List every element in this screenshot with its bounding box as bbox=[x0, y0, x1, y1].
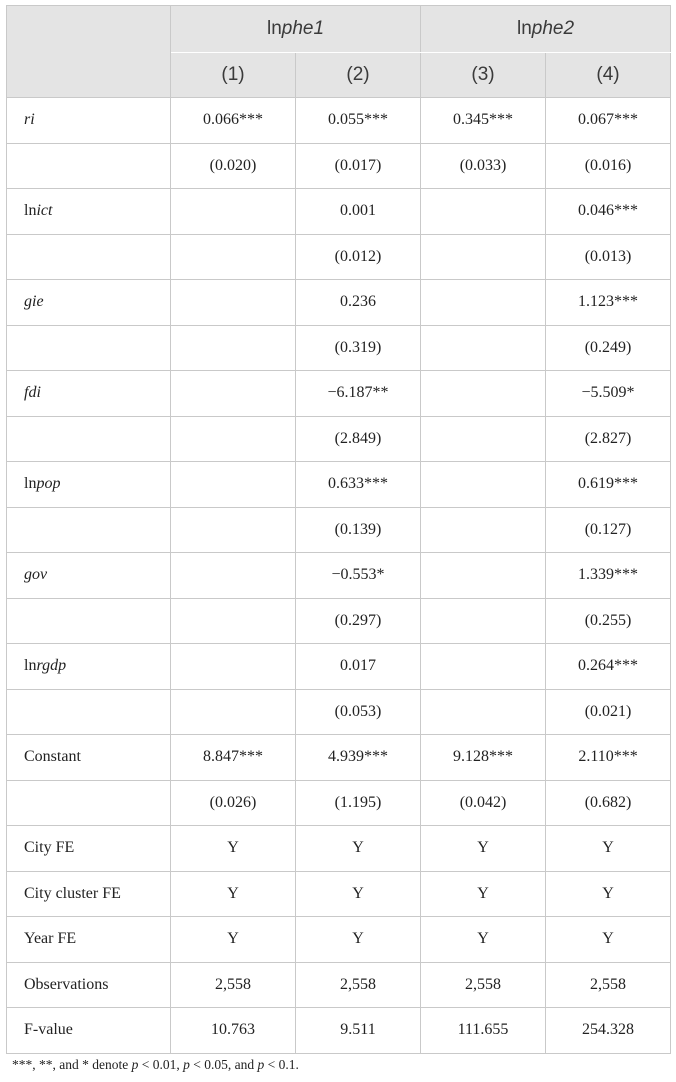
cell-col-2: (0.319) bbox=[296, 325, 421, 371]
cell-col-2: (0.012) bbox=[296, 234, 421, 280]
header-group-lnphe1 bbox=[171, 6, 421, 53]
cell-col-2: 9.511 bbox=[296, 1008, 421, 1054]
cell-col-2: 0.055*** bbox=[296, 98, 421, 144]
cell-col-3 bbox=[421, 280, 546, 326]
cell-col-1 bbox=[171, 689, 296, 735]
cell-col-3 bbox=[421, 553, 546, 599]
cell-col-1: (0.026) bbox=[171, 780, 296, 826]
cell-col-1 bbox=[171, 280, 296, 326]
row-label-cell bbox=[7, 371, 171, 417]
table-row bbox=[7, 826, 671, 872]
row-label-cell bbox=[7, 871, 171, 917]
cell-col-4: (0.249) bbox=[546, 325, 671, 371]
footnote-p-3: p bbox=[257, 1057, 265, 1072]
cell-col-2: 0.236 bbox=[296, 280, 421, 326]
cell-col-3 bbox=[421, 462, 546, 508]
cell-col-4: Y bbox=[546, 871, 671, 917]
cell-col-1: 2,558 bbox=[171, 962, 296, 1008]
table-row bbox=[7, 280, 671, 326]
row-label-text: Year FE bbox=[24, 930, 77, 948]
table-row bbox=[7, 462, 671, 508]
cell-col-2: 0.017 bbox=[296, 644, 421, 690]
cell-col-2: 0.633*** bbox=[296, 462, 421, 508]
row-label-cell bbox=[7, 917, 171, 963]
cell-col-4: (2.827) bbox=[546, 416, 671, 462]
cell-col-4: (0.016) bbox=[546, 143, 671, 189]
table-row bbox=[7, 735, 671, 781]
table-header bbox=[7, 6, 671, 98]
row-label-cell bbox=[7, 325, 171, 371]
row-label-variable: gov bbox=[24, 566, 48, 584]
cell-col-2: (1.195) bbox=[296, 780, 421, 826]
cell-col-3: Y bbox=[421, 826, 546, 872]
row-label-cell bbox=[7, 1008, 171, 1054]
table-row bbox=[7, 189, 671, 235]
cell-col-2: −0.553* bbox=[296, 553, 421, 599]
cell-col-4: (0.127) bbox=[546, 507, 671, 553]
cell-col-2: Y bbox=[296, 917, 421, 963]
cell-col-2: (0.297) bbox=[296, 598, 421, 644]
row-label-text: City FE bbox=[24, 839, 75, 857]
cell-col-3: 111.655 bbox=[421, 1008, 546, 1054]
table-row bbox=[7, 553, 671, 599]
header-col-3: (3) bbox=[421, 53, 546, 98]
footnote-text-2: < 0.01, bbox=[138, 1057, 184, 1072]
cell-col-1: Y bbox=[171, 871, 296, 917]
row-label-text: ln bbox=[24, 657, 37, 675]
row-label-cell bbox=[7, 826, 171, 872]
cell-col-1: Y bbox=[171, 826, 296, 872]
row-label-cell bbox=[7, 280, 171, 326]
cell-col-3 bbox=[421, 234, 546, 280]
cell-col-1 bbox=[171, 416, 296, 462]
cell-col-1 bbox=[171, 371, 296, 417]
cell-col-3 bbox=[421, 371, 546, 417]
cell-col-4: 0.619*** bbox=[546, 462, 671, 508]
table-row bbox=[7, 416, 671, 462]
row-label-variable: ri bbox=[24, 111, 35, 129]
regression-table bbox=[6, 5, 671, 1054]
table-row bbox=[7, 1008, 671, 1054]
cell-col-3: 0.345*** bbox=[421, 98, 546, 144]
row-label-cell bbox=[7, 644, 171, 690]
cell-col-2: (0.017) bbox=[296, 143, 421, 189]
table-row bbox=[7, 689, 671, 735]
cell-col-4: 2,558 bbox=[546, 962, 671, 1008]
cell-col-4: Y bbox=[546, 826, 671, 872]
row-label-variable: ict bbox=[36, 202, 53, 220]
cell-col-4: (0.013) bbox=[546, 234, 671, 280]
row-label-text: ln bbox=[24, 475, 37, 493]
cell-col-1: 0.066*** bbox=[171, 98, 296, 144]
footnote-text-4: < 0.1. bbox=[264, 1057, 299, 1072]
footnote-text-3: < 0.05, and bbox=[189, 1057, 258, 1072]
row-label-text: F-value bbox=[24, 1021, 73, 1039]
table-row bbox=[7, 371, 671, 417]
cell-col-2: Y bbox=[296, 826, 421, 872]
cell-col-3 bbox=[421, 644, 546, 690]
header-row-groups bbox=[7, 6, 671, 53]
table-row bbox=[7, 962, 671, 1008]
cell-col-2: 0.001 bbox=[296, 189, 421, 235]
cell-col-3 bbox=[421, 416, 546, 462]
cell-col-3: Y bbox=[421, 871, 546, 917]
cell-col-1 bbox=[171, 507, 296, 553]
cell-col-2: 4.939*** bbox=[296, 735, 421, 781]
table-row bbox=[7, 325, 671, 371]
footnote-text-1: ***, **, and * denote bbox=[12, 1057, 132, 1072]
table-row bbox=[7, 98, 671, 144]
row-label-text: City cluster FE bbox=[24, 884, 121, 902]
row-label-cell bbox=[7, 735, 171, 781]
cell-col-4: −5.509* bbox=[546, 371, 671, 417]
row-label-cell bbox=[7, 689, 171, 735]
cell-col-4: (0.682) bbox=[546, 780, 671, 826]
header-col-4: (4) bbox=[546, 53, 671, 98]
cell-col-3 bbox=[421, 325, 546, 371]
cell-col-3 bbox=[421, 689, 546, 735]
cell-col-1: 8.847*** bbox=[171, 735, 296, 781]
cell-col-2: (2.849) bbox=[296, 416, 421, 462]
cell-col-1: (0.020) bbox=[171, 143, 296, 189]
header-col-2: (2) bbox=[296, 53, 421, 98]
row-label-variable: pop bbox=[36, 475, 61, 493]
row-label-text: Constant bbox=[24, 748, 81, 766]
cell-col-3: Y bbox=[421, 917, 546, 963]
cell-col-1: Y bbox=[171, 917, 296, 963]
cell-col-4: 2.110*** bbox=[546, 735, 671, 781]
row-label-cell bbox=[7, 553, 171, 599]
cell-col-4: (0.255) bbox=[546, 598, 671, 644]
cell-col-2: (0.053) bbox=[296, 689, 421, 735]
cell-col-4: 1.339*** bbox=[546, 553, 671, 599]
cell-col-1: 10.763 bbox=[171, 1008, 296, 1054]
cell-col-4: 0.067*** bbox=[546, 98, 671, 144]
table-row bbox=[7, 507, 671, 553]
row-label-text: Observations bbox=[24, 975, 109, 993]
row-label-variable: fdi bbox=[24, 384, 41, 402]
cell-col-3 bbox=[421, 598, 546, 644]
row-label-cell bbox=[7, 598, 171, 644]
row-label-cell bbox=[7, 98, 171, 144]
table-row bbox=[7, 234, 671, 280]
cell-col-2: 2,558 bbox=[296, 962, 421, 1008]
cell-col-4: (0.021) bbox=[546, 689, 671, 735]
row-label-cell bbox=[7, 234, 171, 280]
footnote-p-1: p bbox=[131, 1057, 139, 1072]
cell-col-3: 2,558 bbox=[421, 962, 546, 1008]
cell-col-3: 9.128*** bbox=[421, 735, 546, 781]
row-label-cell bbox=[7, 416, 171, 462]
table-row bbox=[7, 143, 671, 189]
cell-col-1 bbox=[171, 553, 296, 599]
cell-col-1 bbox=[171, 462, 296, 508]
cell-col-4: 0.264*** bbox=[546, 644, 671, 690]
table-row bbox=[7, 917, 671, 963]
row-label-text: ln bbox=[24, 202, 37, 220]
row-label-variable: rgdp bbox=[36, 657, 67, 675]
table-row bbox=[7, 780, 671, 826]
cell-col-2: Y bbox=[296, 871, 421, 917]
header-group2-name: phe2 bbox=[531, 18, 575, 39]
cell-col-3 bbox=[421, 507, 546, 553]
regression-table-container bbox=[6, 5, 671, 1054]
cell-col-2: (0.139) bbox=[296, 507, 421, 553]
table-body bbox=[7, 98, 671, 1054]
cell-col-3 bbox=[421, 189, 546, 235]
cell-col-1 bbox=[171, 189, 296, 235]
header-corner-cell bbox=[7, 6, 171, 98]
cell-col-4: 254.328 bbox=[546, 1008, 671, 1054]
row-label-cell bbox=[7, 143, 171, 189]
header-group1-prefix: ln bbox=[266, 18, 282, 39]
table-row bbox=[7, 644, 671, 690]
table-row bbox=[7, 871, 671, 917]
row-label-cell bbox=[7, 962, 171, 1008]
cell-col-1 bbox=[171, 234, 296, 280]
row-label-cell bbox=[7, 780, 171, 826]
header-group1-name: phe1 bbox=[281, 18, 325, 39]
header-group2-prefix: ln bbox=[516, 18, 532, 39]
cell-col-1 bbox=[171, 325, 296, 371]
footnote-p-2: p bbox=[183, 1057, 190, 1072]
row-label-cell bbox=[7, 462, 171, 508]
row-label-variable: gie bbox=[24, 293, 44, 311]
row-label-cell bbox=[7, 189, 171, 235]
cell-col-1 bbox=[171, 644, 296, 690]
cell-col-1 bbox=[171, 598, 296, 644]
cell-col-4: 0.046*** bbox=[546, 189, 671, 235]
cell-col-4: Y bbox=[546, 917, 671, 963]
cell-col-4: 1.123*** bbox=[546, 280, 671, 326]
cell-col-3: (0.042) bbox=[421, 780, 546, 826]
cell-col-3: (0.033) bbox=[421, 143, 546, 189]
header-col-1: (1) bbox=[171, 53, 296, 98]
table-footnote bbox=[12, 1057, 299, 1073]
header-group-lnphe2 bbox=[421, 6, 671, 53]
row-label-cell bbox=[7, 507, 171, 553]
table-row bbox=[7, 598, 671, 644]
cell-col-2: −6.187** bbox=[296, 371, 421, 417]
